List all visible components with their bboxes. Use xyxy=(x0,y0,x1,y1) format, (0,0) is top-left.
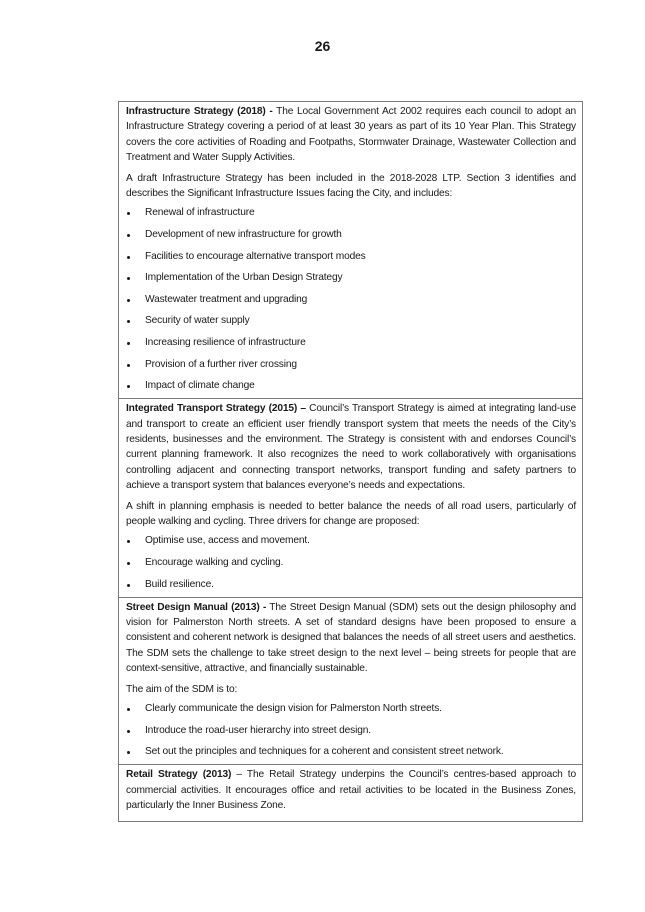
list-item: Renewal of infrastructure xyxy=(126,206,576,220)
section-title: Street Design Manual (2013) - xyxy=(126,601,267,613)
section-intro xyxy=(126,600,576,677)
section-intro-text: – The Retail Strategy underpins the Council’s centres-based approach to commercial activities. It encourages office and retail activities to be located in the Business Zones, particularly the Inner Business Zone. xyxy=(126,769,576,812)
section-paragraph: A draft Infrastructure Strategy has been included in the 2018-2028 LTP. Section 3 identifies and describes the Significant Infrastructure Issues facing the City, and includes: xyxy=(126,172,576,200)
section-infrastructure-strategy xyxy=(119,102,582,399)
section-intro xyxy=(126,401,576,493)
section-intro xyxy=(126,767,576,813)
list-item: Security of water supply xyxy=(126,314,576,328)
section-intro-text: Council’s Transport Strategy is aimed at integrating land-use and transport to create an efficient user friendly transport system that meets the needs of the City’s residents, businesses and the environment. The Strategy is consistent with and endorses Council’s current planning framework. It also recognizes the need to work collaboratively with organisations controlling adjacent and connecting transport networks, transport funding and safety partners to achieve a transport system that balances everyone’s needs and expectations. xyxy=(126,403,577,492)
page-number: 26 xyxy=(314,38,331,54)
section-intro xyxy=(126,104,576,166)
list-item: Implementation of the Urban Design Strategy xyxy=(126,271,576,285)
strategy-table xyxy=(118,101,583,822)
section-intro-text: The Local Government Act 2002 requires each council to adopt an Infrastructure Strategy covering a period of at least 30 years as part of its 10 Year Plan. This Strategy covers the core activities of Roading and Footpaths, Stormwater Drainage, Wastewater Collection and Treatment and Water Supply Activities. xyxy=(126,106,576,164)
section-paragraph: A shift in planning emphasis is needed to better balance the needs of all road users, particularly of people walking and cycling. Three drivers for change are proposed: xyxy=(126,500,576,528)
list-item: Introduce the road-user hierarchy into street design. xyxy=(126,724,576,738)
list-item: Set out the principles and techniques for a coherent and consistent street network. xyxy=(126,745,576,759)
section-title: Retail Strategy (2013) xyxy=(126,769,232,781)
list-item: Facilities to encourage alternative transport modes xyxy=(126,250,576,264)
bullet-list xyxy=(126,702,576,759)
list-item: Increasing resilience of infrastructure xyxy=(126,336,576,350)
section-intro-text: The Street Design Manual (SDM) sets out the design philosophy and vision for Palmerston North streets. A set of standard designs have been proposed to ensure a consistent and coherent network is designed that balances the needs of all street users and aesthetics. The SDM sets the challenge to take street design to the next level – being streets for people that are context-sensitive, attractive, and financially sustainable. xyxy=(126,601,576,675)
list-item: Development of new infrastructure for growth xyxy=(126,228,576,242)
bullet-list xyxy=(126,534,576,591)
section-title: Integrated Transport Strategy (2015) – xyxy=(126,403,306,415)
list-item: Optimise use, access and movement. xyxy=(126,534,576,548)
section-paragraph: The aim of the SDM is to: xyxy=(126,683,238,695)
list-item: Encourage walking and cycling. xyxy=(126,556,576,570)
bullet-list xyxy=(126,206,576,393)
section-retail-strategy xyxy=(119,765,582,821)
list-item: Build resilience. xyxy=(126,578,576,592)
section-title: Infrastructure Strategy (2018) - xyxy=(126,106,273,117)
section-street-design-manual xyxy=(119,598,582,766)
list-item: Provision of a further river crossing xyxy=(126,358,576,372)
list-item: Wastewater treatment and upgrading xyxy=(126,293,576,307)
list-item: Impact of climate change xyxy=(126,379,576,393)
section-integrated-transport-strategy xyxy=(119,399,582,597)
list-item: Clearly communicate the design vision for Palmerston North streets. xyxy=(126,702,576,716)
